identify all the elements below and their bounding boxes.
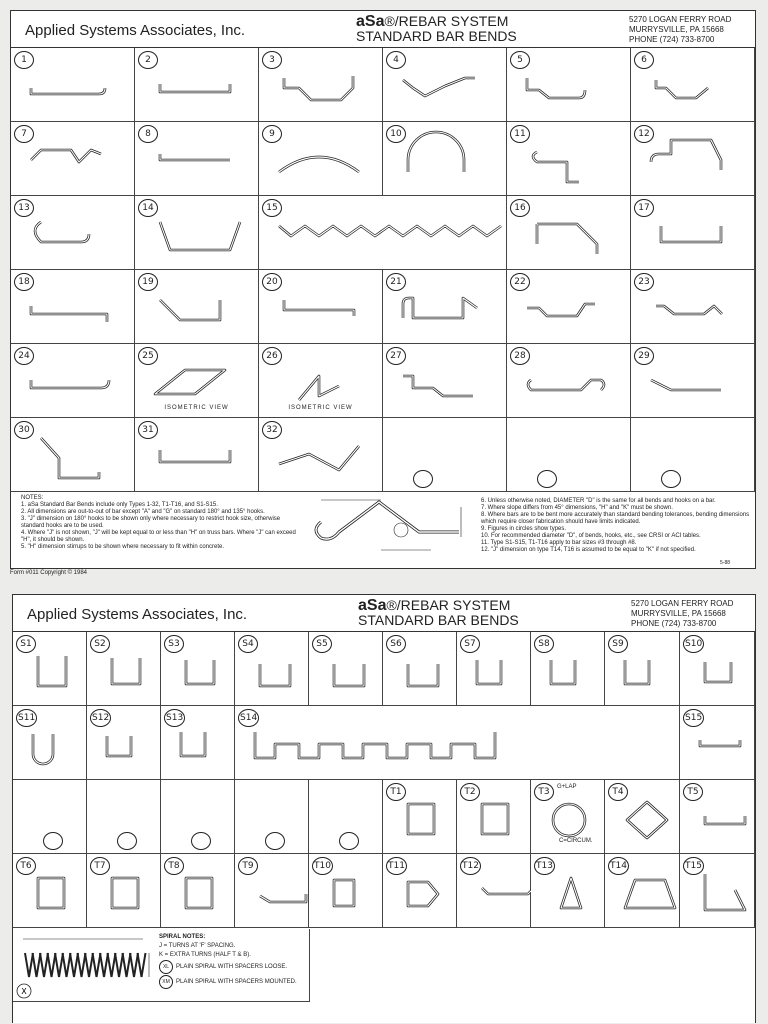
type-number: 30 [14,421,34,439]
notes-section [11,491,755,562]
isometric-view-caption: ISOMETRIC VIEW [164,405,229,411]
bend-type-cell [13,780,87,854]
bend-type-cell [135,122,259,196]
bend-type-cell [631,196,755,270]
bend-type-cell [135,270,259,344]
type-number: S6 [386,635,406,653]
type-number: 28 [510,347,530,365]
xl-type-tag: XL [159,960,173,974]
bend-type-cell [383,48,507,122]
type-number: T15 [683,857,704,875]
bend-type-cell [631,344,755,418]
bend-type-cell [507,122,631,196]
bend-type-cell [680,632,755,706]
type-number [191,832,211,850]
bend-type-cell [507,344,631,418]
bend-type-cell [11,418,135,492]
bend-type-cell [507,418,631,492]
bend-type-cell [531,780,605,854]
type-number: S12 [90,709,111,727]
bend-type-cell [11,122,135,196]
bend-shape-drawing [631,418,755,492]
company-name: Applied Systems Associates, Inc. [25,22,246,39]
type-number: S9 [608,635,628,653]
type-number: S3 [164,635,184,653]
bend-type-cell [507,48,631,122]
type-number: T4 [608,783,628,801]
bend-type-cell [383,270,507,344]
bend-type-cell [11,344,135,418]
form-code: 5-88 [720,560,731,566]
type-number: 13 [14,199,34,217]
type-number: T7 [90,857,110,875]
bend-type-grid [13,632,755,928]
bend-shape-drawing [507,418,631,492]
type-number: T8 [164,857,184,875]
bend-type-cell [135,48,259,122]
type-number: 9 [262,125,282,143]
type-number: 15 [262,199,282,217]
spiral-type-number: X [21,987,27,996]
bend-type-cell [135,196,259,270]
bend-type-cell [161,854,235,928]
bend-type-cell [11,48,135,122]
isometric-view-caption: ISOMETRIC VIEW [288,405,353,411]
bend-type-cell [383,854,457,928]
sheet-title: aSa®/REBAR SYSTEM STANDARD BAR BENDS [356,13,517,44]
bend-type-cell [161,780,235,854]
t3-lap-label: G+LAP [557,784,577,790]
bend-type-cell [680,706,755,780]
bend-type-cell [507,270,631,344]
bend-type-cell [531,854,605,928]
type-number: T5 [683,783,703,801]
type-number: 20 [262,273,282,291]
bar-bends-sheet-1 [10,10,756,569]
notes-right: 6. Unless otherwise noted, DIAMETER "D" is the same for all bends and hooks on a bar. 7. Where slope differs from 45° dimensions, "H" and "K" must be shown. 8. Where bars are to be bent more accurately than standard bending tolerances, bending dimensions which require closer fabrication should have limits indicated. 9. Figures in circles show types. 10. For recommended diameter "D", of bends, hooks, etc., see CRSI or ACI tables. 11. Type S1-S15, T1-T16 apply to bar sizes #3 through #8. 12. "J" dimension on type T14, T16 is assumed to be equal to "K" if not specified. [481,498,750,553]
type-number: T9 [238,857,258,875]
bend-type-cell [309,632,383,706]
type-number: 10 [386,125,406,143]
type-number: T13 [534,857,555,875]
type-number [339,832,359,850]
bend-type-cell [13,854,87,928]
type-number: 5 [510,51,530,69]
type-number: 8 [138,125,158,143]
bend-type-cell [161,632,235,706]
form-copyright: Form #011 Copyright © 1984 [10,570,88,576]
type-number: 7 [14,125,34,143]
type-number: 31 [138,421,158,439]
bend-type-cell [11,196,135,270]
type-number: 26 [262,347,282,365]
bend-type-cell [259,48,383,122]
bend-shape-drawing [383,418,507,492]
type-number: 25 [138,347,158,365]
company-name: Applied Systems Associates, Inc. [27,606,248,623]
type-number: 12 [634,125,654,143]
bend-type-cell [383,780,457,854]
type-number: 1 [14,51,34,69]
bend-type-cell [680,780,755,854]
type-number: T1 [386,783,406,801]
bend-type-cell [11,270,135,344]
bend-type-cell [259,196,507,270]
bar-bends-sheet-2 [12,594,756,1023]
type-number: S4 [238,635,258,653]
type-number: 4 [386,51,406,69]
bend-type-cell [259,418,383,492]
bend-type-cell [680,854,755,928]
bend-type-cell [383,632,457,706]
bend-type-cell [605,780,680,854]
type-number [661,470,681,488]
notes-left: NOTES: 1. aSa Standard Bar Bends include only Types 1-32, T1-T16, and S1-S15. 2. All dimensions are out-to-out of bar except "A" and "G" on standard 180° and 135° hooks. 3. "J" dimension on 180° hooks to be shown only where necessary to restrict hook size, otherwise standard hooks are to be used. 4. Where "J" is not shown, "J" will be kept equal to or less than "H" on truss bars. Where "J" can exceed "H", it should be shown. 5. "H" dimension stirrups to be shown where necessary to fit within concrete. [21,495,296,550]
bend-type-cell [507,196,631,270]
bend-type-cell [161,706,235,780]
bend-type-cell [87,854,161,928]
type-number: T12 [460,857,481,875]
bend-type-cell [235,854,309,928]
brand-logo: aSa [358,597,387,614]
type-number: 17 [634,199,654,217]
bend-type-cell [605,854,680,928]
type-number: 32 [262,421,282,439]
bend-shape-drawing [235,706,680,780]
type-number: S2 [90,635,110,653]
type-number: 21 [386,273,406,291]
type-number: 16 [510,199,530,217]
type-number [43,832,63,850]
brand-logo: aSa [356,13,385,30]
bend-type-cell [235,780,309,854]
type-number: S8 [534,635,554,653]
type-number: T10 [312,857,333,875]
type-number: S14 [238,709,259,727]
company-address: 5270 LOGAN FERRY ROAD MURRYSVILLE, PA 15668 PHONE (724) 733-8700 [629,15,732,44]
truss-bar-detail-figure [301,492,481,562]
bend-type-cell [135,418,259,492]
type-number: S11 [16,709,37,727]
type-number: T2 [460,783,480,801]
type-number: S7 [460,635,480,653]
type-number: 6 [634,51,654,69]
type-number: 11 [510,125,530,143]
bend-type-cell [309,854,383,928]
type-number: 3 [262,51,282,69]
bend-type-cell [631,122,755,196]
sheet-header [13,595,755,632]
type-number: T3 [534,783,554,801]
type-number: T14 [608,857,629,875]
bend-type-cell [605,632,680,706]
bend-type-cell [631,418,755,492]
type-number: 19 [138,273,158,291]
type-number: 24 [14,347,34,365]
type-number: T11 [386,857,407,875]
bend-type-cell [531,632,605,706]
bend-type-cell [383,344,507,418]
t3-circumference-label: C=CIRCUM. [559,838,593,844]
type-number: 18 [14,273,34,291]
bend-type-cell [87,632,161,706]
bend-type-cell [631,48,755,122]
spiral-drawing [13,929,159,1001]
sheet-header [11,11,755,48]
bend-type-cell [235,706,680,780]
type-number: 23 [634,273,654,291]
bend-type-cell [13,706,87,780]
bend-type-cell [383,418,507,492]
type-number: S5 [312,635,332,653]
type-number: S10 [683,635,704,653]
bend-type-cell [87,780,161,854]
bend-type-cell [309,780,383,854]
spiral-cell [13,929,310,1002]
bend-type-grid [11,48,755,491]
type-number [117,832,137,850]
spiral-notes: SPIRAL NOTES: J = TURNS AT 'F' SPACING. K = EXTRA TURNS (HALF T & B). XL PLAIN SPIRAL WITH SPACERS LOOSE. XM PLAIN SPIRAL WITH SPACERS MOUNTED. [159,933,297,990]
type-number: 27 [386,347,406,365]
bend-shape-drawing [259,196,507,270]
xm-type-tag: XM [159,975,173,989]
type-number: S13 [164,709,185,727]
bend-type-cell [457,780,531,854]
bend-type-cell [259,270,383,344]
type-number [413,470,433,488]
bend-type-cell [631,270,755,344]
bend-type-cell [87,706,161,780]
bend-type-cell [457,854,531,928]
type-number: 14 [138,199,158,217]
bend-type-cell [457,632,531,706]
sheet-title: aSa®/REBAR SYSTEM STANDARD BAR BENDS [358,597,519,628]
company-address: 5270 LOGAN FERRY ROAD MURRYSVILLE, PA 15668 PHONE (724) 733-8700 [631,599,734,628]
type-number: S15 [683,709,704,727]
type-number [537,470,557,488]
bend-type-cell [13,632,87,706]
bend-type-cell [259,344,383,418]
type-number: T6 [16,857,36,875]
type-number [265,832,285,850]
bend-type-cell [135,344,259,418]
type-number: 29 [634,347,654,365]
type-number: 22 [510,273,530,291]
bend-type-cell [383,122,507,196]
bend-type-cell [259,122,383,196]
type-number: S1 [16,635,36,653]
bend-type-cell [235,632,309,706]
type-number: 2 [138,51,158,69]
